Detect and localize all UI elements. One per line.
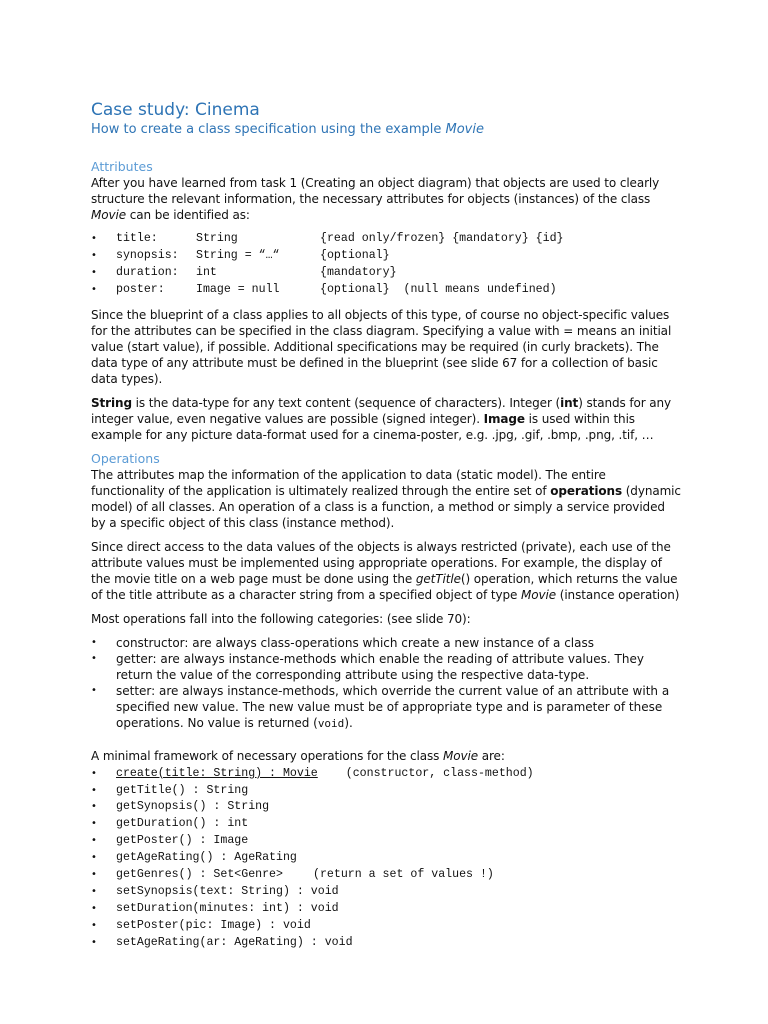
operation-item: • getPoster() : Image [91, 834, 249, 848]
category-item: • getter: are always instance-methods which enable the reading of attribute values. They return the value of the corresponding attribute using the respective data-type. [91, 651, 644, 682]
operation-item: • setSynopsis(text: String) : void [91, 884, 339, 898]
operation-item: • setDuration(minutes: int) : void [91, 901, 339, 915]
operation-item: • getDuration() : int [91, 817, 249, 831]
attribute-item: • poster: Image = null {optional} (null means undefined) [91, 282, 557, 296]
operations-categories-intro: Most operations fall into the following categories: (see slide 70): [91, 611, 471, 626]
operation-item: • getSynopsis() : String [91, 800, 270, 814]
operations-intro: The attributes map the information of the application to data (static model). The entire functionality of the application is ultimately realized through the entire set of operations (dynamic model) of all classes. An operation of a class is a function, a method or simply a service provided by a specific object of this class (instance method). [91, 467, 681, 530]
framework-intro: A minimal framework of necessary operations for the class Movie are: [91, 748, 505, 763]
attribute-list [91, 231, 681, 299]
operations-paragraph-access: Since direct access to the data values of the objects is always restricted (private), each use of the attribute values must be implemented using appropriate operations. For example, the display of the movie title on a web page must be done using the getTitle() operation, which returns the value of the title attribute as a character string from a specified object of type Movie (instance operation) [91, 539, 680, 602]
operation-item: • getAgeRating() : AgeRating [91, 851, 297, 865]
attribute-item: • title: String {read only/frozen} {mandatory} {id} [91, 232, 564, 245]
attributes-intro: After you have learned from task 1 (Creating an object diagram) that objects are used to clearly structure the relevant information, the necessary attributes for objects (instances) of the class Movie can be identified as: [91, 176, 660, 222]
attributes-paragraph-datatypes: String is the data-type for any text content (sequence of characters). Integer (int) stands for any integer value, even negative values are possible (signed integer). Image is used within this example for any picture data-format used for a cinema-poster, e.g. .jpg, .gif, .bmp, .png, .tif, … [91, 395, 672, 442]
attribute-item: • duration: int {mandatory} [91, 265, 397, 279]
operation-item: • create(title: String) : Movie (constructor, class-method) [91, 766, 534, 780]
operation-item: • setAgeRating(ar: AgeRating) : void [91, 935, 353, 949]
document-title: Case study: Cinema [91, 100, 260, 120]
operations-list [91, 766, 681, 952]
document-page [91, 100, 681, 960]
section-heading-attributes: Attributes [91, 159, 153, 174]
operation-categories-list [91, 635, 681, 732]
attribute-item: • synopsis: String = “…“ {optional} [91, 248, 390, 262]
category-item: • setter: are always instance-methods, which override the current value of an attribute with a specified new value. The new value must be of appropriate type and is parameter of these operations. No value is returned (void). [91, 683, 670, 730]
operation-item: • getTitle() : String [91, 783, 249, 797]
category-item: • constructor: are always class-operations which create a new instance of a class [91, 635, 594, 650]
operation-item: • setPoster(pic: Image) : void [91, 918, 311, 932]
document-subtitle: How to create a class specification using the example Movie [91, 122, 484, 137]
operation-item: • getGenres() : Set<Genre> (return a set of values !) [91, 868, 494, 882]
section-heading-operations: Operations [91, 450, 160, 466]
attributes-paragraph-blueprint: Since the blueprint of a class applies to all objects of this type, of course no object-specific values for the attributes can be specified in the class diagram. Specifying a value with = means an initial value (start value), if possible. Additional specifications may be required (in curly brackets). The data type of any attribute must be defined in the blueprint (see slide 67 for a collection of basic data types). [91, 307, 672, 386]
